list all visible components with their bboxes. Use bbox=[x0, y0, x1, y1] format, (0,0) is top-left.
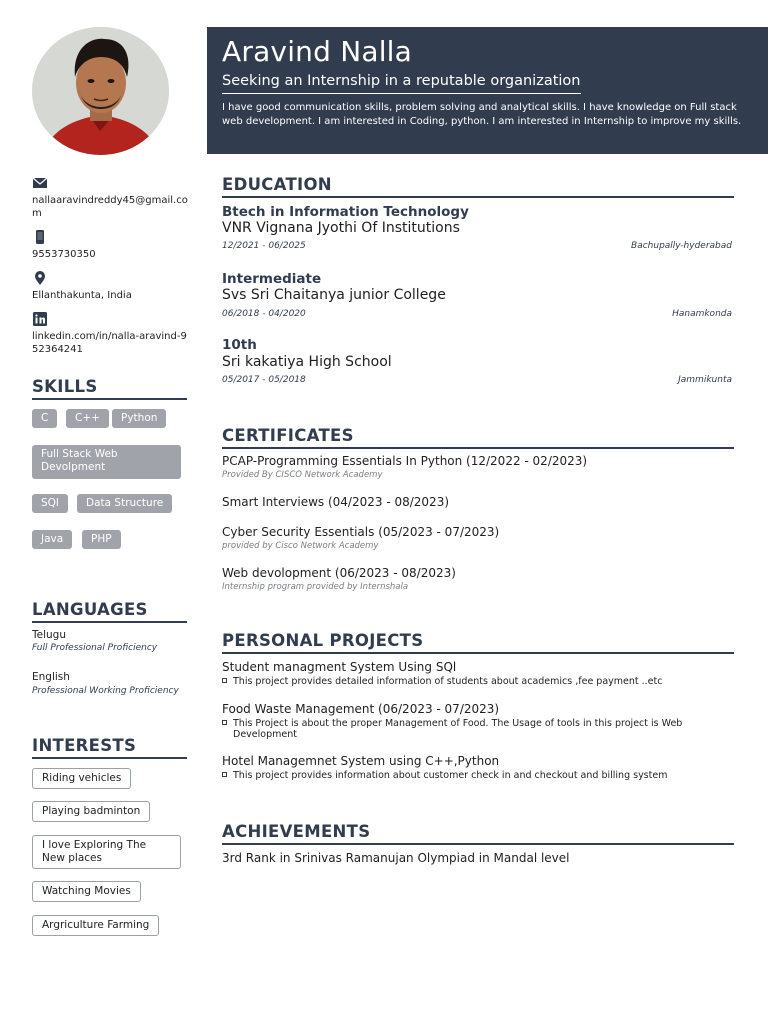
profile-photo bbox=[32, 27, 169, 155]
language-level: Full Professional Proficiency bbox=[32, 643, 158, 653]
skill-tag: Python bbox=[112, 409, 166, 428]
project-description-text: This project provides information about customer check in and checkout and billing system bbox=[233, 770, 668, 781]
project-description bbox=[222, 718, 732, 740]
linkedin-icon bbox=[32, 312, 48, 326]
certificate-title: Smart Interviews (04/2023 - 08/2023) bbox=[222, 495, 450, 509]
project-description-text: This Project is about the proper Management of Food. The Usage of tools in this project is Web Development bbox=[233, 718, 683, 740]
certificate-provider: provided by Cisco Network Academy bbox=[222, 541, 379, 551]
candidate-name: Aravind Nalla bbox=[222, 35, 413, 68]
project-description-text: This project provides detailed information of students about academics ,fee payment ..etc bbox=[233, 676, 663, 687]
project-title: Hotel Managemnet System using C++,Python bbox=[222, 754, 500, 768]
education-place: Hanamkonda bbox=[672, 309, 732, 319]
education-school: VNR Vignana Jyothi Of Institutions bbox=[222, 220, 460, 236]
bullet-icon bbox=[222, 772, 227, 777]
linkedin-value[interactable]: linkedin.com/in/nalla-aravind-952364241 bbox=[32, 331, 187, 355]
interest-tag: Riding vehicles bbox=[32, 768, 131, 789]
skill-tag: Full Stack Web Devolpment bbox=[32, 445, 181, 479]
phone-icon bbox=[32, 230, 48, 244]
interest-tag: I love Exploring The New places bbox=[32, 835, 181, 869]
header-banner bbox=[207, 27, 768, 154]
education-school: Sri kakatiya High School bbox=[222, 354, 392, 370]
certificate-title: PCAP-Programming Essentials In Python (12/2022 - 02/2023) bbox=[222, 454, 588, 468]
education-place: Bachupally-hyderabad bbox=[631, 241, 732, 251]
certificate-provider: Provided By CISCO Network Academy bbox=[222, 470, 383, 480]
language-level: Professional Working Proficiency bbox=[32, 686, 179, 696]
interest-tag: Argriculture Farming bbox=[32, 915, 159, 936]
skills-heading: SKILLS bbox=[32, 377, 187, 400]
mail-icon bbox=[32, 176, 48, 190]
location-value: Ellanthakunta, India bbox=[32, 290, 132, 301]
location-pin-icon bbox=[32, 271, 48, 285]
skill-tag: C bbox=[32, 409, 57, 428]
skill-tag: SQl bbox=[32, 494, 68, 513]
certificate-title: Web devolopment (06/2023 - 08/2023) bbox=[222, 566, 456, 580]
skill-tag: C++ bbox=[66, 409, 109, 428]
certificate-title: Cyber Security Essentials (05/2023 - 07/2023) bbox=[222, 525, 500, 539]
contact-phone bbox=[32, 230, 192, 261]
education-dates: 12/2021 - 06/2025 bbox=[222, 241, 306, 251]
projects-heading: PERSONAL PROJECTS bbox=[222, 631, 734, 654]
contact-email bbox=[32, 176, 192, 220]
language-name: Telugu bbox=[32, 629, 66, 641]
education-degree: Btech in Information Technology bbox=[222, 204, 469, 220]
contact-location bbox=[32, 271, 192, 302]
education-heading: EDUCATION bbox=[222, 175, 734, 198]
bullet-icon bbox=[222, 678, 227, 683]
project-title: Food Waste Management (06/2023 - 07/2023) bbox=[222, 702, 500, 716]
education-dates: 06/2018 - 04/2020 bbox=[222, 309, 306, 319]
education-place: Jammikunta bbox=[678, 375, 732, 385]
project-description bbox=[222, 676, 732, 687]
email-value: nallaaravindreddy45@gmail.com bbox=[32, 195, 188, 219]
interests-heading: INTERESTS bbox=[32, 736, 187, 759]
languages-heading: LANGUAGES bbox=[32, 600, 187, 623]
candidate-summary: I have good communication skills, problem solving and analytical skills. I have knowledge on Full stack web development. I am interested in Coding, python. I am interested in Internship to improve my skills. bbox=[222, 102, 742, 127]
achievement-item: 3rd Rank in Srinivas Ramanujan Olympiad in Mandal level bbox=[222, 851, 570, 865]
education-school: Svs Sri Chaitanya junior College bbox=[222, 287, 446, 303]
bullet-icon bbox=[222, 720, 227, 725]
education-degree: Intermediate bbox=[222, 271, 322, 287]
interest-tag: Playing badminton bbox=[32, 801, 150, 822]
skill-tag: Java bbox=[32, 530, 72, 549]
achievements-heading: ACHIEVEMENTS bbox=[222, 822, 734, 845]
language-name: English bbox=[32, 671, 70, 683]
certificate-provider: Internship program provided by Internshala bbox=[222, 582, 409, 592]
phone-value: 9553730350 bbox=[32, 249, 96, 260]
project-description bbox=[222, 770, 732, 781]
candidate-objective: Seeking an Internship in a reputable organization bbox=[222, 71, 581, 94]
project-title: Student managment System Using SQl bbox=[222, 660, 457, 674]
education-degree: 10th bbox=[222, 337, 257, 353]
interest-tag: Watching Movies bbox=[32, 881, 141, 902]
skill-tag: PHP bbox=[82, 530, 121, 549]
education-dates: 05/2017 - 05/2018 bbox=[222, 375, 306, 385]
contact-linkedin bbox=[32, 312, 192, 356]
skill-tag: Data Structure bbox=[77, 494, 172, 513]
certificates-heading: CERTIFICATES bbox=[222, 426, 734, 449]
